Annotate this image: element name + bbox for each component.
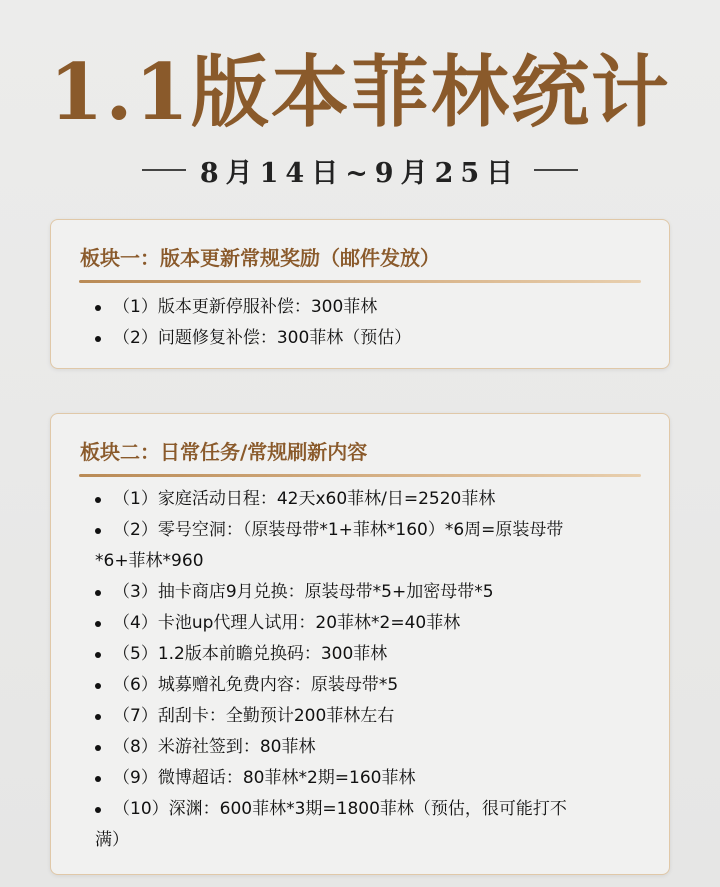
list-item: （2）零号空洞：（原装母带*1+菲林*160）*6周=原装母带 *6+菲林*960 — [95, 515, 645, 577]
list-item: （6）城募赠礼免费内容：原装母带*5 — [95, 670, 645, 701]
section-2-heading: 板块二：日常任务/常规刷新内容 — [80, 440, 368, 464]
left-divider — [142, 169, 186, 171]
section-1-divider — [79, 280, 641, 283]
date-range-row — [0, 150, 720, 190]
list-item: （5）1.2版本前瞻兑换码：300菲林 — [95, 639, 645, 670]
list-item: （1）家庭活动日程：42天x60菲林/日=2520菲林 — [95, 484, 645, 515]
right-divider — [534, 169, 578, 171]
list-item: （8）米游社签到：80菲林 — [95, 732, 645, 763]
list-item: （1）版本更新停服补偿：300菲林 — [95, 292, 645, 323]
section-card-1 — [50, 219, 670, 369]
page-title: 1.1版本菲林统计 — [49, 47, 671, 138]
section-2-divider — [79, 474, 641, 477]
list-item: （2）问题修复补偿：300菲林（预估） — [95, 323, 645, 354]
list-item: （7）刮刮卡：全勤预计200菲林左右 — [95, 701, 645, 732]
list-item: （4）卡池up代理人试用：20菲林*2=40菲林 — [95, 608, 645, 639]
list-item: （10）深渊：600菲林*3期=1800菲林（预估，很可能打不 满） — [95, 794, 645, 856]
section-1-list — [95, 292, 645, 354]
list-item: （3）抽卡商店9月兑换：原装母带*5+加密母带*5 — [95, 577, 645, 608]
section-2-list — [95, 484, 645, 856]
section-1-heading: 板块一：版本更新常规奖励（邮件发放） — [80, 246, 440, 270]
date-range: 8月14日~9月25日 — [199, 157, 521, 189]
section-card-2 — [50, 413, 670, 875]
list-item: （9）微博超话：80菲林*2期=160菲林 — [95, 763, 645, 794]
